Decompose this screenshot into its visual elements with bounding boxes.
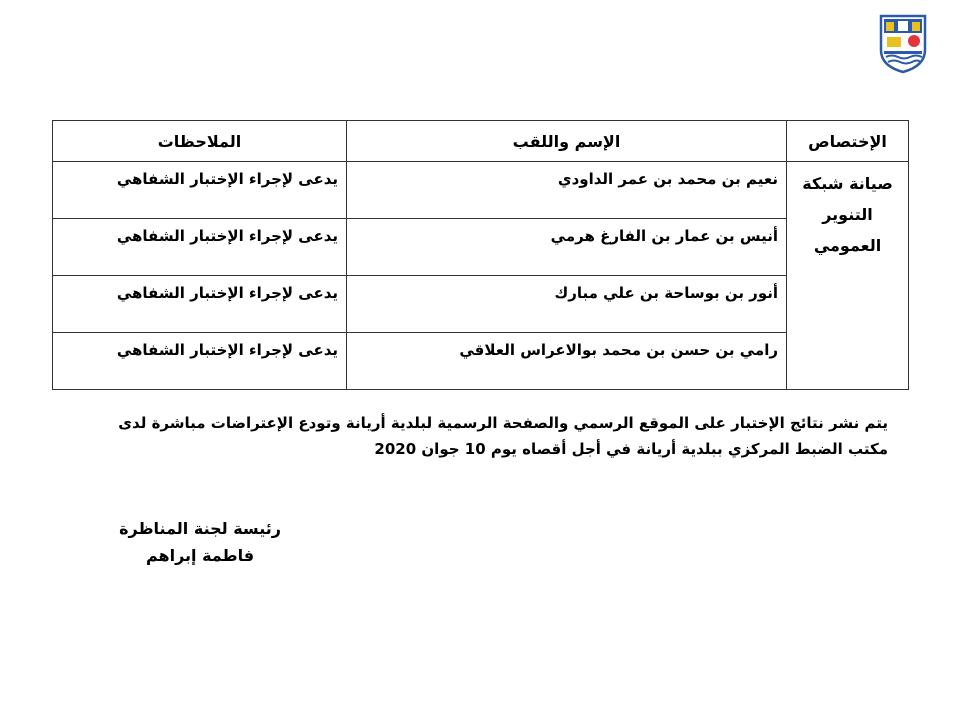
header-notes: الملاحظات xyxy=(53,121,347,162)
signature-title: رئيسة لجنة المناظرة xyxy=(119,519,281,538)
header-specialty: الإختصاص xyxy=(787,121,909,162)
notice-line-1: يتم نشر نتائج الإختبار على الموقع الرسمي والصفحة الرسمية لبلدية أريانة وتودع الإعتراضات مباشرة لدى xyxy=(118,414,888,432)
results-table xyxy=(52,120,909,390)
candidate-note: يدعى لإجراء الإختبار الشفاهي xyxy=(53,219,347,276)
candidate-name: أنور بن بوساحة بن علي مبارك xyxy=(347,276,787,333)
candidate-name: نعيم بن محمد بن عمر الداودي xyxy=(347,162,787,219)
notice-line-2: مكتب الضبط المركزي ببلدية أريانة في أجل أقصاه يوم 10 جوان 2020 xyxy=(374,440,888,458)
specialty-cell: صيانة شبكة التنوير العمومي xyxy=(787,162,909,390)
header-name: الإسم واللقب xyxy=(347,121,787,162)
table-row xyxy=(53,219,909,276)
candidate-name: أنيس بن عمار بن الفارغ هرمي xyxy=(347,219,787,276)
signature-name: فاطمة إبراهم xyxy=(145,546,255,565)
publication-notice xyxy=(58,410,888,462)
municipality-crest-icon xyxy=(878,14,928,74)
table-row xyxy=(53,162,909,219)
candidate-note: يدعى لإجراء الإختبار الشفاهي xyxy=(53,333,347,390)
candidate-note: يدعى لإجراء الإختبار الشفاهي xyxy=(53,276,347,333)
table-header-row xyxy=(53,121,909,162)
signature-block xyxy=(100,515,300,569)
candidate-name: رامي بن حسن بن محمد بوالاعراس العلاقي xyxy=(347,333,787,390)
table-row xyxy=(53,333,909,390)
candidate-note: يدعى لإجراء الإختبار الشفاهي xyxy=(53,162,347,219)
table-row xyxy=(53,276,909,333)
